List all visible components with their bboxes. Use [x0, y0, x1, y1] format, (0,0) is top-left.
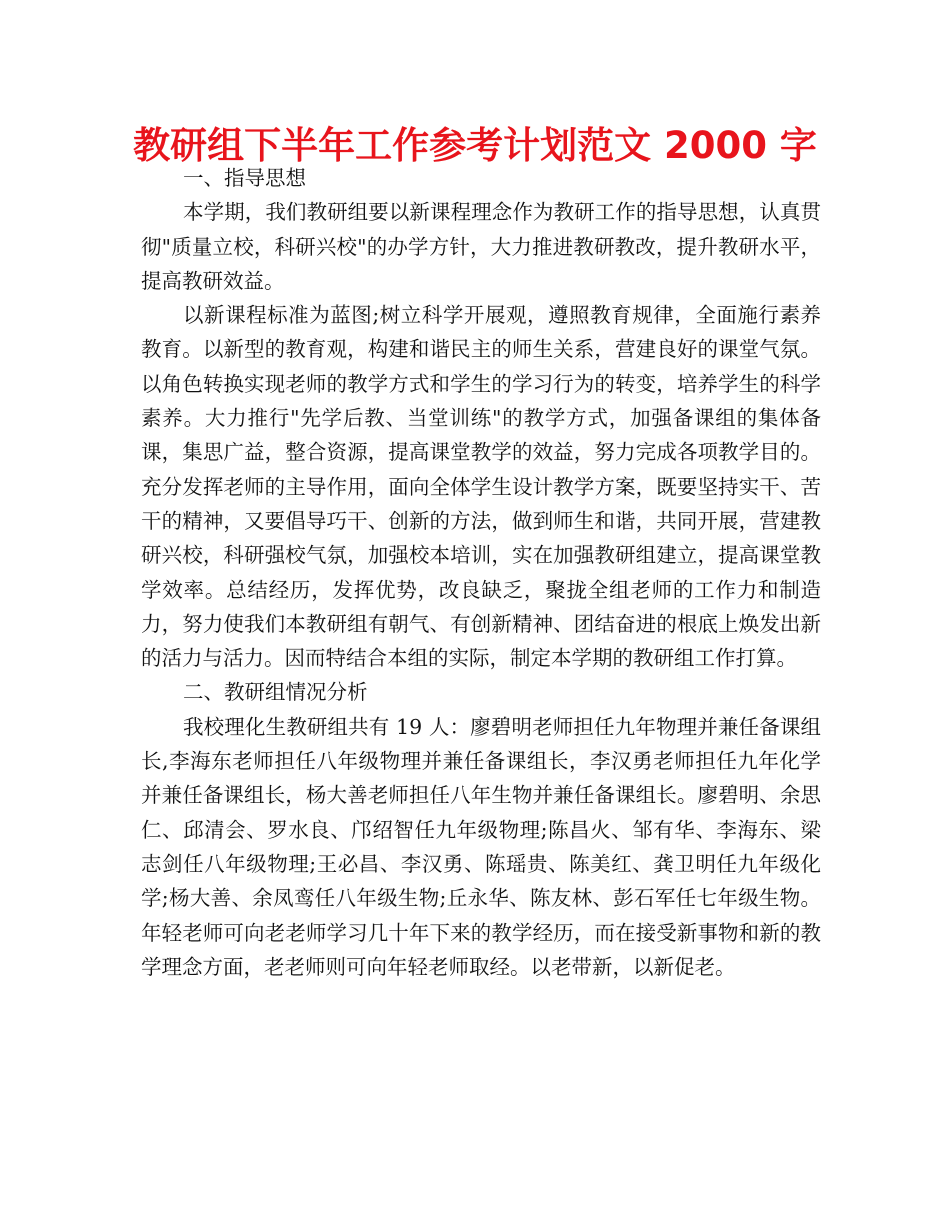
paragraph: 我校理化生教研组共有 19 人：廖碧明老师担任九年物理并兼任备课组长,李海东老师担任八年级物理并兼任备课组长，李汉勇老师担任九年化学并兼任备课组长，杨大善老师担任八年生物并兼任备课组长。廖碧明、余思仁、邱清会、罗水良、邝绍智任九年级物理;陈昌火、邹有华、李海东、梁志剑任八年级物理;王必昌、李汉勇、陈瑶贵、陈美红、龚卫明任九年级化学;杨大善、余凤鸾任八年级生物;丘永华、陈友林、彭石军任七年级生物。年轻老师可向老老师学习几十年下来的教学经历，而在接受新事物和新的教学理念方面，老老师则可向年轻老师取经。以老带新，以新促老。: [141, 714, 821, 979]
section-heading-guiding-ideology: 一、指导思想: [183, 166, 306, 190]
paragraph: 本学期，我们教研组要以新课程理念作为教研工作的指导思想，认真贯彻"质量立校，科研兴校"的办学方针，大力推进教研教改，提升教研水平，提高教研效益。: [141, 200, 821, 293]
document-body: [141, 161, 821, 984]
section-heading-group-analysis: 二、教研组情况分析: [183, 680, 368, 705]
document-title: 教研组下半年工作参考计划范文 2000 字: [133, 124, 817, 167]
paragraph: 以新课程标准为蓝图;树立科学开展观，遵照教育规律，全面施行素养教育。以新型的教育观，构建和谐民主的师生关系，营建良好的课堂气氛。以角色转换实现老师的教学方式和学生的学习行为的转变，培养学生的科学素养。大力推行"先学后教、当堂训练"的教学方式，加强备课组的集体备课，集思广益，整合资源，提高课堂教学的效益，努力完成各项教学目的。充分发挥老师的主导作用，面向全体学生设计教学方案，既要坚持实干、苦干的精神，又要倡导巧干、创新的方法，做到师生和谐，共同开展，营建教研兴校，科研强校气氛，加强校本培训，实在加强教研组建立，提高课堂教学效率。总结经历，发挥优势，改良缺乏，聚拢全组老师的工作力和制造力，努力使我们本教研组有朝气、有创新精神、团结奋进的根底上焕发出新的活力与活力。因而特结合本组的实际，制定本学期的教研组工作打算。: [141, 303, 821, 671]
